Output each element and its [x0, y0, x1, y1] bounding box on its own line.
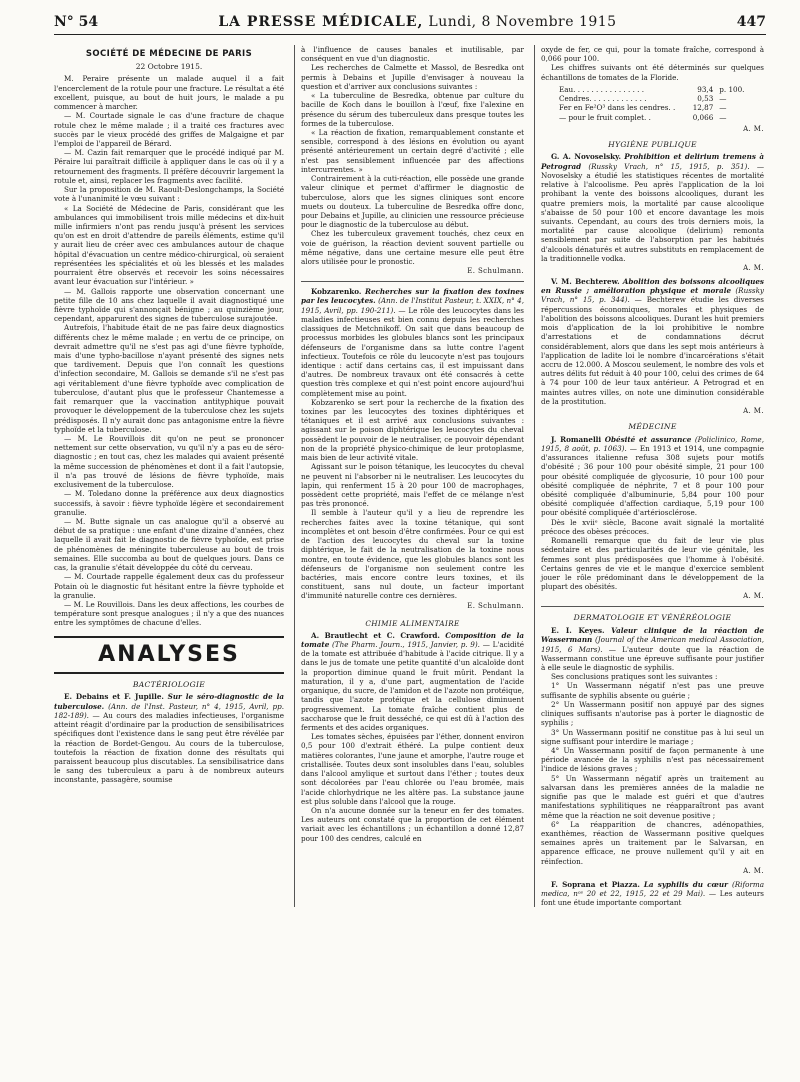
society-paragraph: M. Peraire présente un malade auquel il a fait l'encerclement de la rotule pour une fracture. Le résultat a été excellent, puisque, au bout de huit jours, le malade a pu commencer à marcher. — [54, 74, 284, 112]
society-paragraph: Sur la proposition de M. Raoult-Deslongchamps, la Société vote à l'unanimité le vœu suivant : — [54, 185, 284, 204]
article-paragraph: 6° La réapparition de chancres, adénopathies, exanthèmes, réaction de Wassermann positive quelques semaines après un traitement par le Salvarsan, en apparence efficace, ne prouve nullement qu'il y ait en réinfection. — [541, 819, 764, 866]
society-paragraph: — M. Le Rouvillois. Dans les deux affections, les courbes de température sont presque analogues ; il n'y a que des nuances entre les symptômes de chacune d'elles. — [54, 599, 284, 628]
society-paragraph: — M. Toledano donne la préférence aux deux diagnostics successifs, à savoir : fièvre typhoïde légère et secondairement granulie. — [54, 489, 284, 517]
section-heading-bacteriologie: BACTÉRIOLOGIE — [132, 679, 206, 689]
article-reference: (Policlinico, Rome, 1915, 8 août, p. 1063). — [541, 434, 764, 453]
article-reference: (Russky Vrach, n° 15, 1915, p. 351). — [588, 161, 750, 171]
divider — [541, 606, 764, 607]
signature: A. M. — [743, 264, 764, 273]
article-paragraph: « La réaction de fixation, remarquablement constante et sensible, correspond à des lésions en évolution ou ayant présenté antérieurement un certain degré d'activité ; elle n'est pas sensiblement influencée par des affections intercurrentes. » — [301, 127, 524, 174]
column-2 — [294, 45, 524, 907]
article-title: Recherches sur la fixation des toxines par les leucocytes. — [301, 287, 524, 306]
article-soprana — [541, 880, 764, 908]
article-authors: G. A. Novoselsky. — [551, 152, 621, 162]
signature: E. Schulmann. — [467, 601, 524, 610]
article-title: Obésité et assurance — [604, 434, 692, 444]
society-paragraph: — M. Courtade signale le cas d'une fracture de chaque rotule chez le même malade ; il a traité ces fractures avec succès par le vieux procédé des griffes de Malgaigne et par l'emploi de l'appareil de Bérard. — [54, 111, 284, 148]
table-row — [559, 113, 747, 122]
article-paragraph: Il semble à l'auteur qu'il y a lieu de reprendre les recherches faites avec la toxine tétanique, qui sont incomplètes et ont besoin d'être confirmées. Pour ce qui est de l'action des leucocytes du cheval sur la toxine diphtérique, le fait de la neutralisation de la toxine nous montre, en toute évidence, que les globules blancs sont les défenseurs de l'organisme non seulement contre les bactéries, mais encore contre leurs toxines, et ils constituent, sans nul doute, un facteur important d'immunité naturelle contre ces dernières. — [301, 508, 524, 601]
article-authors: V. M. Bechterew. — [551, 277, 620, 286]
section-heading-hygiene: HYGIÈNE PUBLIQUE — [608, 139, 697, 149]
article-paragraph: « La tuberculine de Besredka, obtenue par culture du bacille de Koch dans le bouillon à l'œuf, fixe l'alexine en présence du sérum des tuberculeux dans presque toutes les formes de la tuberculose. — [301, 91, 524, 128]
article-paragraph: 5° Un Wassermann négatif après un traitement au salvarsan dans les premières années de la maladie ne signifie pas que le malade est guéri et que d'autres manifestations syphilitiques ne réapparaîtront pas avant même que la réaction ne soit devenue positive ; — [541, 773, 764, 820]
article-title: Prohibition et delirium tremens à Petrograd — [541, 152, 764, 171]
table-row — [559, 94, 747, 103]
article-reference: (The Pharm. Journ., 1915, Janvier, p. 9). — [332, 640, 480, 650]
table-cell-label: Cendres. . . . . . . . . . . . . — [559, 94, 647, 104]
page-number: 447 — [736, 14, 766, 30]
column-3 — [534, 45, 764, 907]
society-paragraph: — M. Gallois rapporte une observation concernant une petite fille de 10 ans chez laquelle il avait diagnostiqué une fièvre typhoïde qui s'annonçait bénigne ; au quinzième jour, cependant, apparurent des signes de tuberculose surajoutée. — [54, 286, 284, 324]
article-reference: (Riforma medica, nᵒˢ 20 et 22, 1915, 22 et 29 Mai). — [541, 879, 764, 898]
article-title: Composition de la tomate — [301, 630, 524, 650]
article-paragraph: Les recherches de Calmette et Massol, de Besredka ont permis à Debains et Jupille d'envisager à nouveau la question et d'arriver aux conclusions suivantes : — [301, 63, 524, 91]
section-heading-dermatologie: DERMATOLOGIE ET VÉNÉRÉOLOGIE — [573, 613, 732, 623]
article-authors: A. Brautlecht et C. Crawford. — [311, 630, 440, 640]
article-paragraph: Agissant sur le poison tétanique, les leucocytes du cheval ne peuvent ni l'absorber ni le neutraliser. Les leucocytes du lapin, qui renferment 15 à 20 pour 100 de macrophages, possèdent cette propriété, mais l'effet de ce mélange n'est pas très prononcé. — [301, 462, 524, 509]
article-paragraph: On n'a aucune donnée sur la teneur en fer des tomates. Les auteurs ont constaté que la proportion de cet élément variait avec les échantillons ; un échantillon a donné 12,87 pour 100 des cendres, calculé en — [301, 805, 524, 843]
issue-date: Lundi, 8 Novembre 1915 — [428, 14, 617, 30]
article-title: La syphilis du cœur — [643, 879, 728, 889]
table-cell-label: Fer en Fe²O³ dans les cendres. . — [559, 103, 676, 113]
table-row — [559, 85, 747, 94]
article-text: — Les auteurs font une étude importante comportant — [541, 888, 764, 908]
signature: A. M. — [743, 407, 764, 416]
article-paragraph: Les chiffres suivants ont été déterminés sur quelques échantillons de tomates de la Floride. — [541, 63, 764, 82]
signature: A. M. — [743, 592, 764, 601]
article-title: Sur le séro-diagnostic de la tuberculose. — [54, 692, 284, 711]
article-paragraph: 4° Un Wassermann positif de façon permanente à une période avancée de la syphilis n'est pas nécessairement l'indice de lésions graves ; — [541, 745, 764, 774]
table-cell-value: 12,87 — [692, 103, 714, 113]
article-authors: F. Soprana et Piazza. — [551, 879, 640, 889]
article-reference: (Ann. de l'Inst. Pasteur, n° 4, 1915, Avril, pp. 182-189). — [54, 701, 284, 720]
article-text: — L'acidité de la tomate est attribuée d'habitude à l'acide citrique. Il y a dans le jus de tomate une petite quantité d'un alcaloïde dont la proportion diminue quand le fruit mûrit. Pendant la maturation, il y a, d'une part, augmentation de l'acide organique, du sucre, de l'amidon et de l'azote non protéique, tandis que l'azote protéique et la cellulose diminuent progressivement. La tomate fraîche contient plus de saccharose que le fruit desséché, ce qui est dû à l'action des ferments et des acides organiques. — [301, 640, 524, 732]
article-paragraph: Romanelli remarque que du fait de leur vie plus sédentaire et des particularités de leur vie génitale, les femmes sont plus prédisposées que l'homme à l'obésité. Certains genres de vie et le manque d'exercice semblent jouer le rôle prédominant dans le développement de la plupart des obésités. — [541, 536, 764, 592]
article-authors: E. I. Keyes. — [551, 626, 605, 636]
article-novoselsky — [541, 152, 764, 263]
article-columns — [54, 45, 766, 907]
society-title: SOCIÉTÉ DE MÉDECINE DE PARIS — [85, 49, 253, 59]
article-kobzarenko — [301, 287, 524, 398]
table-cell-value: 93,4 — [697, 84, 714, 94]
article-debains — [54, 692, 284, 784]
article-title: Abolition des boissons alcooliques en Russie ; amélioration physique et morale — [541, 277, 764, 296]
table-cell-unit: p. 100. — [719, 84, 745, 94]
article-paragraph: Contrairement à la cuti-réaction, elle possède une grande valeur clinique et permet d'affirmer le diagnostic de tuberculose, alors que les signes cliniques sont encore muets ou douteux. La tuberculine de Besredka offre donc, pour Debains et Jupille, au clinicien une ressource précieuse pour le diagnostic de la tuberculose au début. — [301, 174, 524, 230]
table-cell-value: 0,066 — [692, 112, 714, 122]
article-paragraph: oxyde de fer, ce qui, pour la tomate fraîche, correspond à 0,066 pour 100. — [541, 45, 764, 64]
table-cell-unit: — — [719, 112, 727, 122]
article-paragraph: Chez les tuberculeux gravement touchés, chez ceux en voie de guérison, la réaction devient souvent partielle ou même négative, dans une certaine mesure elle peut être alors utilisée pour le pronostic. — [301, 229, 524, 267]
article-reference: (Russky Vrach, n° 15, p. 344). — [541, 286, 764, 305]
signature: E. Schulmann. — [467, 267, 524, 276]
issue-number: N° 54 — [54, 14, 99, 30]
society-paragraph: — M. Le Rouvillois dit qu'on ne peut se prononcer nettement sur cette observation, vu qu'il n'y a pas eu de séro-diagnostic ; en tout cas, chez les malades qui avaient présenté la même succession de phénomènes et dont il a fait l'autopsie, il n'a pas trouvé de lésions de fièvre typhoïde, mais exclusivement de la tuberculose. — [54, 434, 284, 490]
article-paragraph: 2° Un Wassermann positif non appuyé par des signes cliniques suffisants n'autorise pas à porter le diagnostic de syphilis ; — [541, 699, 764, 728]
table-cell-unit: — — [719, 94, 727, 104]
society-paragraph: — M. Cazin fait remarquer que le procédé indiqué par M. Péraire lui paraîtrait difficile à appliquer dans le cas où il y a retournement des fragments. Il préfère découvrir largement la rotule et, ainsi, replacer les fragments avec facilité. — [54, 148, 284, 185]
running-title — [218, 14, 616, 30]
article-paragraph: Ses conclusions pratiques sont les suivantes : — [551, 672, 718, 682]
article-authors: E. Debains et F. Jupille. — [64, 692, 164, 702]
article-reference: (Journal of the American medical Association, 1915, 6 Mars). — [541, 635, 764, 654]
society-paragraph: Autrefois, l'habitude était de ne pas faire deux diagnostics différents chez le même malade ; en vertu de ce principe, on devrait admettre qu'il ne s'est pas agi d'une fièvre typhoïde, mais d'une typho-bacillose n'ayant présenté des signes nets que tardivement. Depuis que l'on connaît les questions d'infection secondaire, M. Gallois se demande s'il ne s'est pas agi véritablement d'une fièvre typhoïde avec complication de tuberculose, d'autant plus que le professeur Chantemesse a fait remarquer que la vaccination antityphique pouvait provoquer le développement de la tuberculose chez les sujets prédisposés. Il n'y aurait donc pas antagonisme entre la fièvre typhoïde et la tuberculose. — [54, 323, 284, 434]
article-keyes — [541, 626, 764, 672]
article-authors: Kobzarenko. — [311, 287, 362, 297]
article-reference: (Ann. de l'Institut Pasteur, t. XXIX, n° 4, 1915, Avril, pp. 190-211). — [301, 296, 524, 315]
article-paragraph: Dès le xviiᵉ siècle, Bacone avait signalé la mortalité précoce des obèses précoces. — [541, 517, 764, 536]
article-paragraph: à l'influence de causes banales et inutilisable, par conséquent en vue d'un diagnostic. — [301, 45, 524, 64]
article-paragraph: Kobzarenko se sert pour la recherche de la fixation des toxines par les leucocytes des toxines diphtériques et tétaniques et il est arrivé aux conclusions suivantes : agissant sur le poison diphtérique les leucocytes du cheval possèdent le pouvoir de le neutraliser, ce pouvoir dépendant non de la propriété physico-chimique de leur protoplasme, mais bien de leur activité vitale. — [301, 397, 524, 463]
table-cell-label: Eau. . . . . . . . . . . . . . . . — [559, 84, 644, 94]
article-text: — Le rôle des leucocytes dans les maladies infectieuses est bien connu depuis les recherches classiques de Metchnikoff. On sait que dans beaucoup de processus morbides les globules blancs sont les principaux défenseurs de l'organisme dans sa lutte contre l'agent infectieux. Toutefois ce rôle du leucocyte n'est pas toujours identique : actif dans certains cas, il est impuissant dans d'autres. De nombreux travaux ont été consacrés à cette question très complexe et qui n'est point encore aujourd'hui complètement mise au point. — [301, 305, 524, 398]
article-text: — Novoselsky a étudié les statistiques récentes de mortalité relative à l'alcoolisme. Peu après l'application de la loi prohibant la vente des boissons alcooliques, durant les quatre premiers mois, la mortalité par cause alcoolique s'abaisse de 50 pour 100 et encore davantage les mois suivants. Cependant, au cours des trois derniers mois, la mortalité par cause alcoolique (delirium) remonta sensiblement par suite de l'absorption par les habitués d'alcools dénaturés et autres substituts en remplacement de la traditionnelle vodka. — [541, 161, 764, 263]
article-paragraph: 3° Un Wassermann positif ne constitue pas à lui seul un signe suffisant pour interdire le mariage ; — [541, 727, 764, 746]
column-1 — [54, 45, 284, 907]
article-text: — L'auteur doute que la réaction de Wassermann constitue une épreuve suffisante pour justifier à elle seule le diagnostic de syphilis. — [541, 644, 764, 672]
table-row — [559, 103, 747, 112]
journal-name: LA PRESSE MÉDICALE, — [218, 14, 424, 30]
tomato-composition-table — [559, 85, 747, 122]
page-header — [54, 14, 766, 35]
section-heading-chimie: CHIMIE ALIMENTAIRE — [365, 618, 460, 628]
divider — [301, 281, 524, 282]
analyses-title: ANALYSES — [54, 636, 284, 674]
table-cell-value: 0,53 — [697, 94, 714, 104]
article-bechterew — [541, 277, 764, 406]
article-text: — Au cours des maladies infectieuses, l'organisme atteint réagit d'ordinaire par la production de sensibilisatrices spécifiques dont l'existence dans le sang peut être révélée par la réaction de Bordet-Gengou. Au cours de la tuberculose, toutefois la réaction de fixation donne des résultats qui paraissent beaucoup plus discutables. La sensibilisatrice dans le sang des tuberculeux a paru à de nombreux auteurs inconstante, passagère, soumise — [54, 710, 284, 785]
signature: A. M. — [743, 866, 764, 875]
article-text: — Bechterew étudie les diverses répercussions économiques, morales et physiques de l'abolition des boissons alcooliques. Durant les huit premiers mois d'application de la loi prohibitive le nombre d'arrestations et de condamnations décrut considérablement, alors que dans les sept mois antérieurs à l'application de ladite loi le nombre d'incarcérations s'était accru de 12.000. A Moscou seulement, le nombre des vols et autres délits fut réduit à 40 pour 100, celui des crimes de 64 à 74 pour 100 de leur taux antérieur. A Petrograd et en maintes autres villes, on note une diminution considérable de la prostitution. — [541, 295, 764, 406]
article-text: — En 1913 et 1914, une compagnie d'assurances italienne refusa 308 sujets pour motifs d'obésité ; 36 pour 100 pour obésité simple, 21 pour 100 pour obésité compliquée de glycosurie, 10 pour 100 pour obésité compliquée de néphrite, 7 et 8 pour 100 pour obésité compliquée d'albuminurie, 5,84 pour 100 pour obésité compliquée d'affection cardiaque, 5,19 pour 100 pour obésité compliquée d'artériosclérose. — [541, 443, 764, 518]
society-paragraph: — M. Courtade rappelle également deux cas du professeur Potain où le diagnostic fut hésitant entre la fièvre typhoïde et la granulie. — [54, 572, 284, 600]
society-date: 22 Octobre 1915. — [135, 61, 203, 71]
section-heading-medecine: MÉDECINE — [628, 422, 677, 432]
article-paragraph: 1° Un Wassermann négatif n'est pas une preuve suffisante de syphilis absente ou guérie ; — [541, 681, 764, 700]
signature: A. M. — [743, 124, 764, 133]
society-paragraph: — M. Butte signale un cas analogue qu'il a observé au début de sa pratique : une enfant d'une dizaine d'années, chez laquelle il avait fait le diagnostic de fièvre typhoïde, est prise de phénomènes de méningite tuberculeuse au bout de trois semaines. Elle succomba au bout de quelques jours. Dans ce cas, la granulie s'était développée du côté du cerveau. — [54, 516, 284, 573]
article-authors: J. Romanelli — [551, 434, 602, 444]
article-title: Valeur clinique de la réaction de Wassermann — [541, 626, 764, 645]
article-romanelli — [541, 435, 764, 518]
article-brautlecht — [301, 631, 524, 732]
article-paragraph: Les tomates sèches, épuisées par l'éther, donnent environ 0,5 pour 100 d'extrait éthéré. La pulpe contient deux matières colorantes, l'une jaune et amorphe, l'autre rouge et cristallisée. Toutes deux sont insolubles dans l'eau, solubles dans l'alcool amylique et surtout dans l'éther ; toutes deux sont décolorées par l'eau chlorée ou l'eau bromée, mais l'acide chlorhydrique ne les altère pas. La substance jaune est plus soluble dans l'alcool que la rouge. — [301, 732, 524, 806]
table-cell-unit: — — [719, 103, 727, 113]
table-cell-label: — pour le fruit complet. . — [559, 112, 651, 122]
society-paragraph: « La Société de Médecine de Paris, considérant que les ambulances qui immobilisent trois mille médecins et dix-huit mille infirmiers n'ont pas rendu jusqu'à présent les services qu'on est en droit d'attendre de pareils éléments, estime qu'il y aurait lieu de créer avec ces ambulances autour de chaque hôpital d'évacuation un centre médico-chirurgical, où seraient représentées les spécialités et où les blessés et les malades pourraient être observés et recevoir les soins nécessaires avant leur évacuation sur l'intérieur. » — [54, 203, 284, 287]
